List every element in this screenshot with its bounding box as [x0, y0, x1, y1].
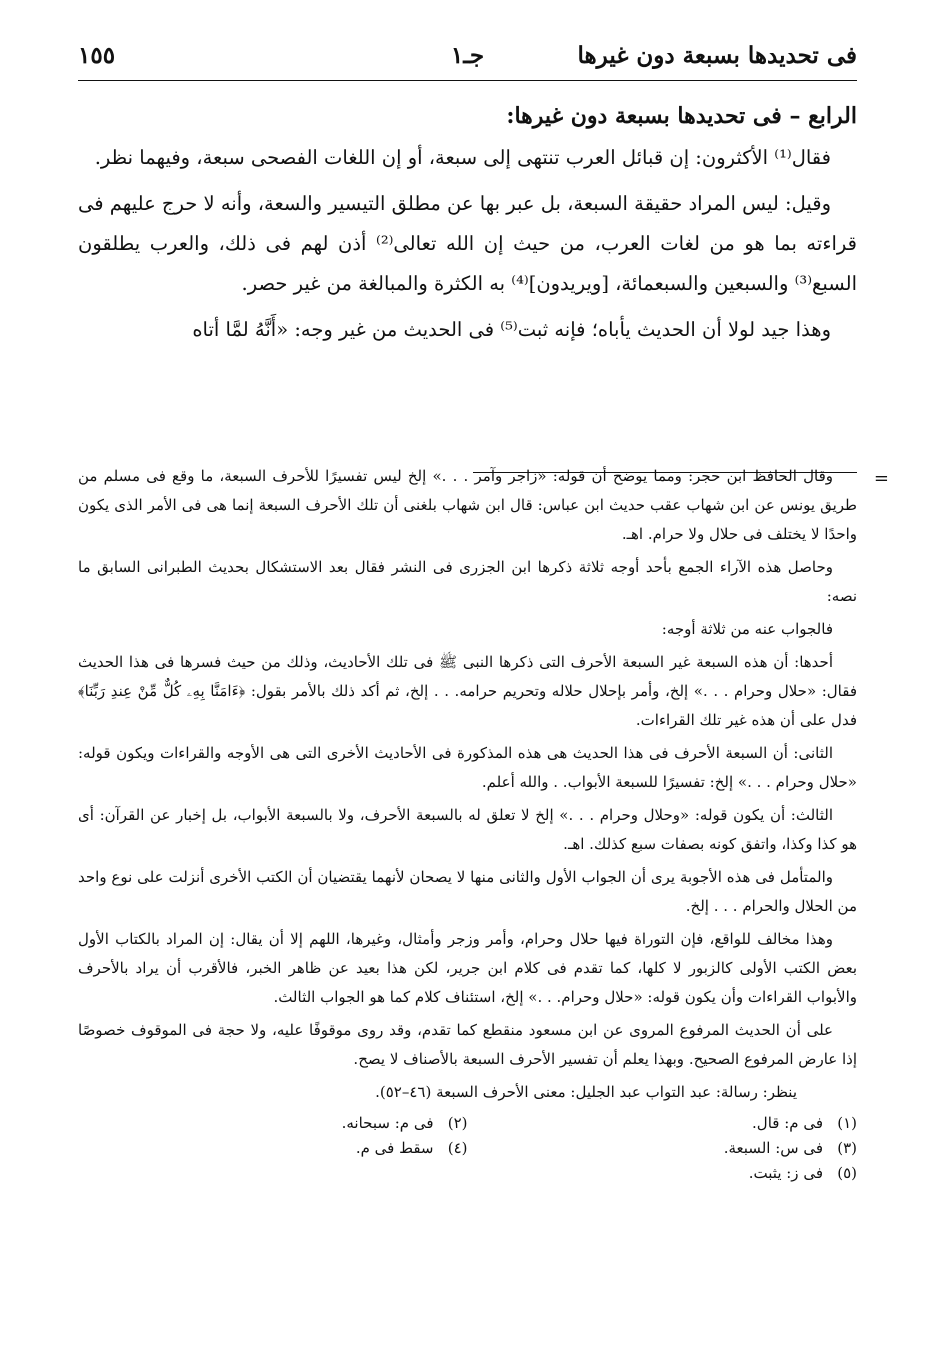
- footnote-paragraph: أحدها: أن هذه السبعة غير السبعة الأحرف التى ذكرها النبى ﷺ فى تلك الأحاديث، وذلك من حيث فسرها فى هذا الحديث فقال: «حلال وحرام . . .» إلخ، وأمر بإحلال حلاله وتحريم حرامه. . . إلخ، ثم أكد ذلك بالأمر بقول: ﴿ءَامَنَّا بِهِۦ كُلٌّ مِّنْ عِندِ رَبِّنَا﴾ فدل على أن هذه غير تلك القراءات.: [78, 653, 857, 729]
- footnote-item: [468, 1136, 858, 1161]
- footnotes-section: [78, 462, 889, 1186]
- running-header: [78, 36, 857, 76]
- footnote-paragraph: والمتأمل فى هذه الأجوبة يرى أن الجواب الأول والثانى منها لا يصحان لأنهما يقتضيان أن الكتب الأخرى أنزلت على نوع واحد من الحلال والحرام . . . إلخ.: [78, 868, 857, 915]
- volume-label: جـ١: [450, 42, 485, 69]
- footnote-text: فى م: قال.: [752, 1114, 823, 1132]
- footnote-item: [78, 1136, 468, 1161]
- footnote-paragraph: فالجواب عنه من ثلاثة أوجه:: [661, 620, 833, 638]
- footnote-text: سقط فى م.: [355, 1139, 434, 1157]
- footnote-paragraph: الثالث: أن يكون قوله: «وحلال وحرام . . .» إلخ لا تعلق له بالسبعة الأحرف، ولا بالسبعة الأبواب، بل إخبار عن القرآن: أى هو كذا وكذا، واتفق كونه بصفات سبع كذلك. اهـ.: [78, 806, 857, 853]
- footnote-number: (٤): [447, 1139, 468, 1157]
- header-title: فى تحديدها بسبعة دون غيرها: [577, 42, 857, 69]
- footnote-item: [468, 1161, 858, 1186]
- footnote-text: فى م: سبحانه.: [341, 1114, 434, 1132]
- footnote-paragraph: على أن الحديث المرفوع المروى عن ابن مسعود منقطع كما تقدم، وقد روى موقوفًا عليه، ولا حجة فى الموقوف خصوصًا إذا عارض المرفوع الصحيح. وبهذا يعلم أن تفسير الأحرف السبعة بالأصناف لا يصح.: [78, 1021, 857, 1068]
- footnote-number: (٥): [837, 1164, 857, 1182]
- main-paragraph: وهذا جيد لولا أن الحديث يأباه؛ فإنه ثبت⁽⁵⁾ فى الحديث من غير وجه: «أَنَّهُ لمَّا أتاه: [192, 318, 831, 341]
- footnote-paragraph: وقال الحافظ ابن حجر: ومما يوضح أن قوله: «زاجر وآمر . . .» إلخ ليس تفسيرًا للأحرف السبعة، ما وقع فى مسلم من طريق يونس عن ابن شهاب عقب حديث ابن عباس: قال ابن شهاب بلغنى أن تلك الأحرف السبعة إنما هى فى الأمر الذى يكون واحدًا لا يختلف فى حلال ولا حرام. اهـ.: [78, 467, 857, 543]
- page-number: ١٥٥: [78, 42, 116, 69]
- footnote-number: (٢): [447, 1114, 468, 1132]
- footnote-notes: [78, 1111, 857, 1186]
- footnote-item: [78, 1111, 468, 1136]
- footnote-text: فى ز: يثبت.: [748, 1164, 823, 1182]
- main-paragraph: فقال⁽¹⁾ الأكثرون: إن قبائل العرب تنتهى إلى سبعة، أو إن اللغات الفصحى سبعة، وفيهما نظر.: [94, 146, 831, 169]
- continuation-mark: =: [873, 468, 889, 489]
- footnote-text: فى س: السبعة.: [723, 1139, 823, 1157]
- footnote-paragraph: الثانى: أن السبعة الأحرف فى هذا الحديث هى هذه المذكورة فى الأحاديث الأخرى التى هى الأوجه والقراءات ويكون قوله: «حلال وحرام . . .» إلخ: تفسيرًا للسبعة الأبواب. . والله أعلم.: [78, 744, 857, 791]
- footnote-item: [468, 1111, 858, 1136]
- footnote-number: (٣): [837, 1139, 857, 1157]
- main-paragraph: وقيل: ليس المراد حقيقة السبعة، بل عبر بها عن مطلق التيسير والسعة، وأنه لا حرج عليهم فى قراءته بما هو من لغات العرب، من حيث إن الله تعالى⁽²⁾ أذن لهم فى ذلك، والعرب يطلقون السبع⁽³⁾ والسبعين والسبعمائة، [ويريدون]⁽⁴⁾ به الكثرة والمبالغة من غير حصر.: [78, 192, 857, 295]
- main-text: [78, 96, 857, 350]
- reference-line: ينظر: رسالة: عبد التواب عبد الجليل: معنى الأحرف السبعة (٤٦–٥٢).: [375, 1083, 797, 1101]
- footnote-number: (١): [837, 1114, 857, 1132]
- header-divider: [78, 80, 857, 81]
- section-heading: الرابع – فى تحديدها بسبعة دون غيرها:: [506, 103, 857, 129]
- footnote-paragraph: وهذا مخالف للواقع، فإن التوراة فيها حلال وحرام، وأمر وزجر وأمثال، وغيرها، اللهم إلا أن يقال: إن المراد بالكتاب الأول بعض الكتب الأولى كالزبور لا كلها، كما تقدم فى كلام ابن جرير، لكن هذا بعيد عن ظاهر الخبر، فالأقرب أن يراد بالأحرف والأبواب القراءات وأن يكون قوله: «حلال وحرام. . .» إلخ، استئناف كلام كما هو الجواب الثالث.: [78, 930, 857, 1006]
- footnote-paragraph: وحاصل هذه الآراء الجمع بأحد أوجه ثلاثة ذكرها ابن الجزرى فى النشر فقال بعد الاستشكال بحديث الطبرانى السابق ما نصه:: [78, 558, 857, 605]
